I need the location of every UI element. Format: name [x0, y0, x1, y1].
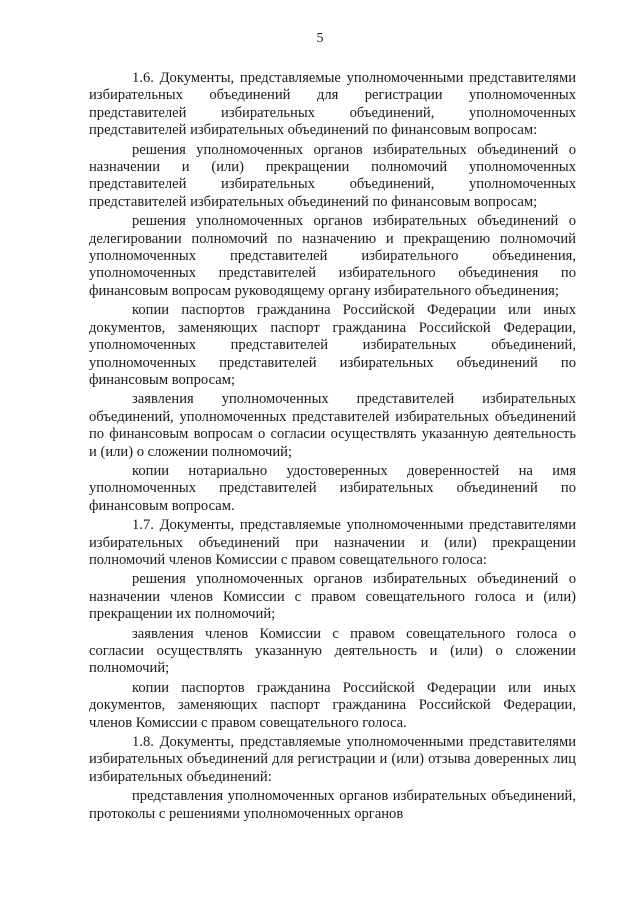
paragraph: решения уполномоченных органов избирательных объединений о делегировании полномочий по назначению и прекращению полномочий уполномоченных представителей избирательного объединения, уполномоченных представителей избирательного объединения по финансовым вопросам руководящему органу избирательного объединения;	[89, 213, 576, 299]
page-number: 5	[316, 31, 324, 46]
document-body	[89, 70, 576, 825]
paragraph: заявления членов Комиссии с правом совещательного голоса о согласии осуществлять указанную деятельность и (или) о сложении полномочий;	[89, 625, 576, 677]
paragraph: 1.8. Документы, представляемые уполномоченными представителями избирательных объединений для регистрации и (или) отзыва доверенных лиц избирательных объединений:	[89, 734, 576, 785]
paragraph: 1.6. Документы, представляемые уполномоченными представителями избирательных объединений для регистрации уполномоченных представителей избирательных объединений, уполномоченных представителей избирательных объединений по финансовым вопросам:	[89, 70, 576, 139]
paragraph: копии паспортов гражданина Российской Федерации или иных документов, заменяющих паспорт гражданина Российской Федерации, членов Комиссии с правом совещательного голоса.	[89, 679, 576, 731]
paragraph: решения уполномоченных органов избирательных объединений о назначении и (или) прекращении полномочий уполномоченных представителей избирательных объединений, уполномоченных представителей избирательных объединений по финансовым вопросам;	[89, 141, 576, 210]
paragraph: заявления уполномоченных представителей избирательных объединений, уполномоченных представителей избирательных объединений по финансовым вопросам о согласии осуществлять указанную деятельность и (или) о сложении полномочий;	[89, 391, 576, 460]
paragraph: представления уполномоченных органов избирательных объединений, протоколы с решениями уполномоченных органов	[89, 788, 576, 822]
paragraph: копии нотариально удостоверенных доверенностей на имя уполномоченных представителей избирательных объединений по финансовым вопросам.	[89, 462, 576, 514]
paragraph: решения уполномоченных органов избирательных объединений о назначении членов Комиссии с правом совещательного голоса и (или) прекращении их полномочий;	[89, 571, 576, 623]
paragraph: 1.7. Документы, представляемые уполномоченными представителями избирательных объединений при назначении и (или) прекращении полномочий членов Комиссии с правом совещательного голоса:	[89, 517, 576, 568]
paragraph: копии паспортов гражданина Российской Федерации или иных документов, заменяющих паспорт гражданина Российской Федерации, уполномоченных представителей избирательных объединений, уполномоченных представителей избирательных объединений по финансовым вопросам;	[89, 302, 576, 388]
